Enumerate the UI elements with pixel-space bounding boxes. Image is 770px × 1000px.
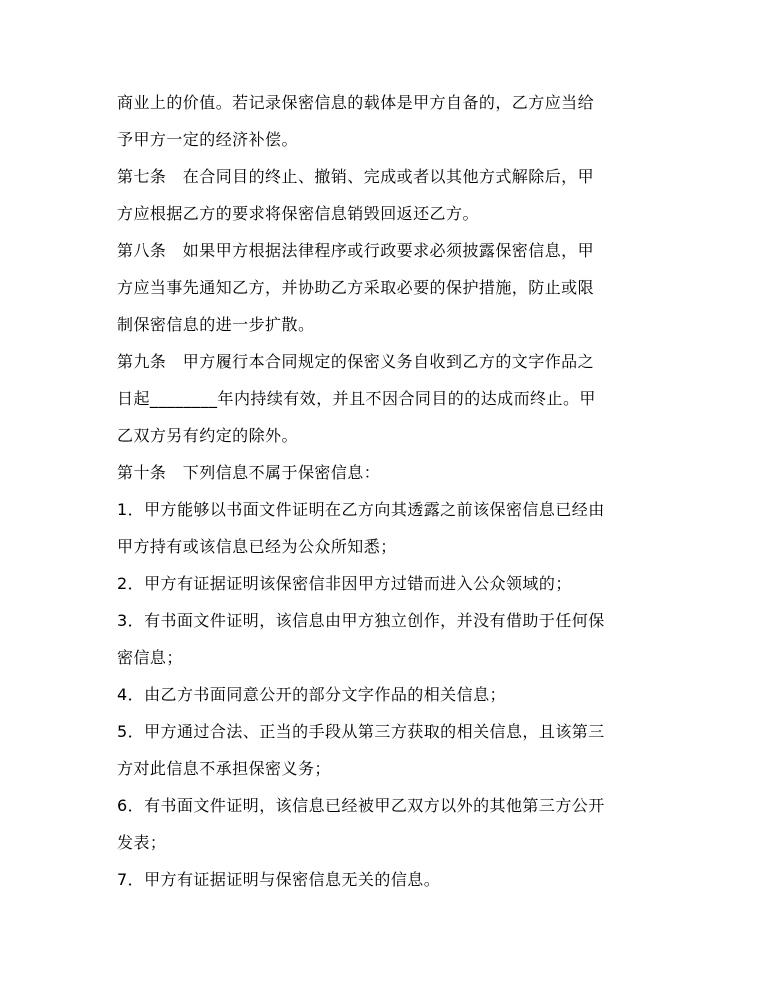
list-item-3: 3．有书面文件证明，该信息由甲方独立创作，并没有借助于任何保 xyxy=(117,611,605,630)
list-item-4: 4．由乙方书面同意公开的部分文字作品的相关信息； xyxy=(117,685,506,704)
document-page xyxy=(117,84,659,898)
list-item-2: 2．甲方有证据证明该保密信非因甲方过错而进入公众领域的； xyxy=(117,574,572,593)
article-7-line: 第七条 在合同目的终止、撤销、完成或者以其他方式解除后，甲 xyxy=(117,167,595,186)
article-10-line: 第十条 下列信息不属于保密信息： xyxy=(117,463,381,482)
text-line: 密信息； xyxy=(117,648,183,667)
list-item-7: 7．甲方有证据证明与保密信息无关的信息。 xyxy=(117,870,441,889)
text-line: 予甲方一定的经济补偿。 xyxy=(117,130,298,149)
text-line: 制保密信息的进一步扩散。 xyxy=(117,315,315,334)
text-line: 日起________年内持续有效，并且不因合同目的的达成而终止。甲 xyxy=(117,389,596,408)
text-line: 方对此信息不承担保密义务； xyxy=(117,759,331,778)
article-9-line: 第九条 甲方履行本合同规定的保密义务自收到乙方的文字作品之 xyxy=(117,352,595,371)
text-line: 商业上的价值。若记录保密信息的载体是甲方自备的，乙方应当给 xyxy=(117,93,595,112)
text-line: 乙双方另有约定的除外。 xyxy=(117,426,298,445)
article-8-line: 第八条 如果甲方根据法律程序或行政要求必须披露保密信息，甲 xyxy=(117,241,595,260)
list-item-5: 5．甲方通过合法、正当的手段从第三方获取的相关信息，且该第三 xyxy=(117,722,605,741)
text-line: 方应根据乙方的要求将保密信息销毁回返还乙方。 xyxy=(117,204,479,223)
list-item-1: 1．甲方能够以书面文件证明在乙方向其透露之前该保密信息已经由 xyxy=(117,500,605,519)
text-line: 甲方持有或该信息已经为公众所知悉； xyxy=(117,537,397,556)
text-line: 方应当事先通知乙方，并协助乙方采取必要的保护措施，防止或限 xyxy=(117,278,595,297)
list-item-6: 6．有书面文件证明，该信息已经被甲乙双方以外的其他第三方公开 xyxy=(117,796,605,815)
text-line: 发表； xyxy=(117,833,167,852)
